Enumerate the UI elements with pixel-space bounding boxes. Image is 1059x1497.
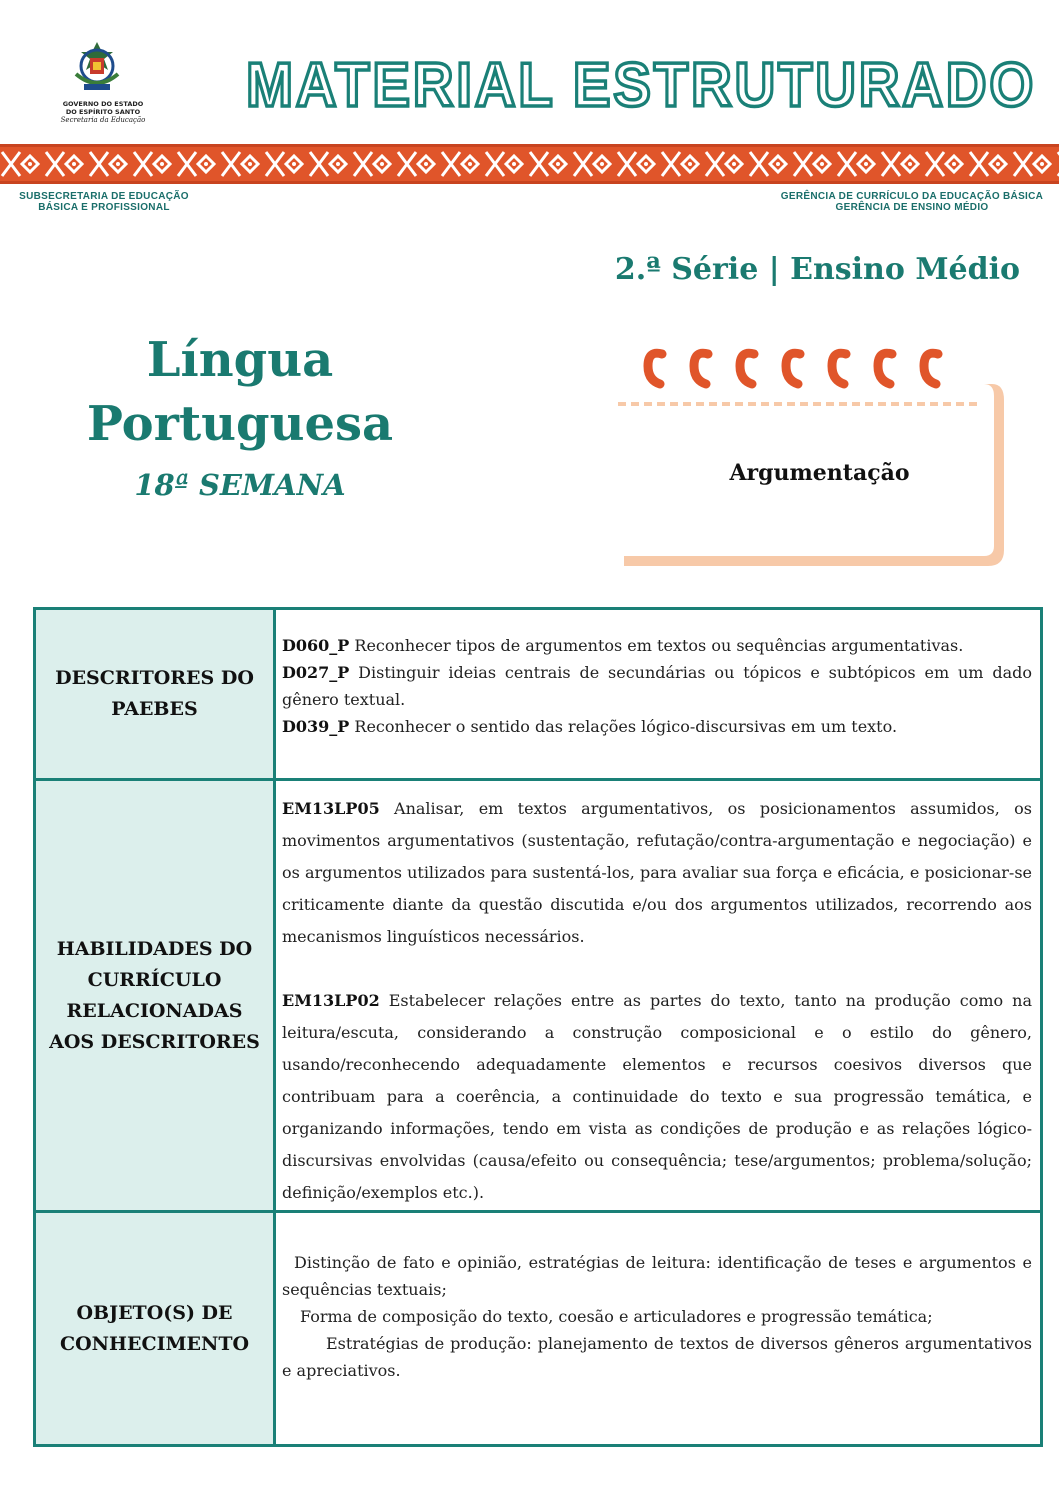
gerencia-label: GERÊNCIA DE CURRÍCULO DA EDUCAÇÃO BÁSICA GERÊNCIA DE ENSINO MÉDIO <box>780 191 1044 213</box>
table-row-objetos <box>36 1213 1040 1444</box>
skill-item: EM13LP02 Estabelecer relações entre as partes do texto, tanto na produção como na leitura/escuta, considerando a construção composicional e o estilo do gênero, usando/reconhecendo adequadamente elementos e recursos coesivos diversos que contribuam para a coerência, a continuidade do texto e sua progressão temática, e organizando informações, tendo em vista as condições de produção e as relações lógico-discursivas envolvidas (causa/efeito ou consequência; tese/argumentos; problema/solução; definição/exemplos etc.). <box>282 991 1032 1202</box>
knowledge-item: Distinção de fato e opinião, estratégias de leitura: identificação de teses e argumentos e sequências textuais; <box>282 1253 1032 1299</box>
subsecretaria-label: SUBSECRETARIA DE EDUCAÇÃO BÁSICA E PROFISSIONAL <box>19 191 189 213</box>
habilidades-content <box>282 793 1032 1209</box>
serie-heading: 2.ª Série | Ensino Médio <box>614 252 1020 287</box>
logo-secretaria: Secretaria da Educação <box>60 116 146 124</box>
content-table <box>33 607 1043 1447</box>
descriptor-item: D027_P Distinguir ideias centrais de secundárias ou tópicos e subtópicos em um dado gênero textual. <box>282 663 1032 709</box>
coat-of-arms-icon <box>66 40 128 98</box>
habilidades-label: HABILIDADES DO CURRÍCULO RELACIONADAS AOS DESCRITORES <box>36 781 276 1210</box>
logo-line-1: GOVERNO DO ESTADO <box>62 100 144 108</box>
descritores-content <box>282 632 1032 740</box>
table-row-descritores <box>36 610 1040 781</box>
banner-title <box>246 52 1046 122</box>
government-logo <box>48 40 148 132</box>
table-row-habilidades <box>36 781 1040 1213</box>
objetos-label: OBJETO(S) DE CONHECIMENTO <box>36 1213 276 1444</box>
notebook-topic: Argumentação <box>729 460 910 486</box>
objetos-content <box>282 1249 1032 1384</box>
descritores-label: DESCRITORES DO PAEBES <box>36 610 276 778</box>
descriptor-item: D060_P Reconhecer tipos de argumentos em textos ou sequências argumentativas. <box>282 636 964 655</box>
knowledge-item: Estratégias de produção: planejamento de textos de diversos gêneros argumentativos e apreciativos. <box>282 1334 1032 1380</box>
material-estruturado-title: MATERIAL ESTRUTURADO <box>246 52 1036 120</box>
decorative-pattern-band <box>0 144 1059 184</box>
logo-line-2: DO ESPÍRITO SANTO <box>65 108 141 116</box>
notebook-icon <box>612 340 1012 572</box>
subject-title <box>60 328 420 456</box>
descriptor-item: D039_P Reconhecer o sentido das relações lógico-discursivas em um texto. <box>282 717 898 736</box>
subject-line-2: Portuguesa <box>86 396 394 452</box>
week-label: 18ª SEMANA <box>134 468 346 502</box>
skill-item: EM13LP05 Analisar, em textos argumentativos, os posicionamentos assumidos, os movimentos argumentativos (sustentação, refutação/contra-argumentação e negociação) e os argumentos utilizados para sustentá-los, para avaliar sua força e eficácia, e posicionar-se criticamente diante da questão discutida e/ou dos argumentos utilizados, recorrendo aos mecanismos linguísticos necessários. <box>282 799 1032 946</box>
knowledge-item: Forma de composição do texto, coesão e articuladores e progressão temática; <box>300 1307 933 1326</box>
subject-line-1: Língua <box>146 332 334 388</box>
